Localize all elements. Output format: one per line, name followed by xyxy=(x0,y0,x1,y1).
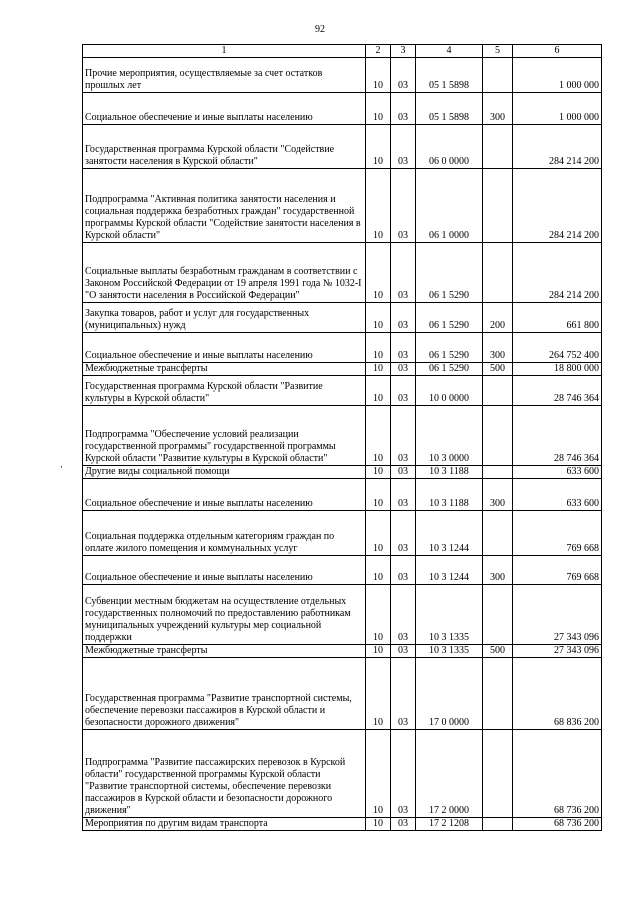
row-subsection: 03 xyxy=(391,556,416,585)
table-row xyxy=(83,58,602,93)
row-subsection: 03 xyxy=(391,333,416,363)
row-name: Субвенции местным бюджетам на осуществление отдельных государственных полномочий по предоставлению работникам муниципальных учреждений культуры мер социальной поддержки xyxy=(83,585,366,645)
row-name: Межбюджетные трансферты xyxy=(83,645,366,658)
row-amount: 27 343 096 xyxy=(513,645,602,658)
page-number: 92 xyxy=(315,24,325,35)
table-row xyxy=(83,376,602,406)
row-subsection: 03 xyxy=(391,658,416,730)
row-expense-type xyxy=(483,125,513,169)
row-subsection: 03 xyxy=(391,730,416,818)
row-target-code: 05 1 5898 xyxy=(416,93,483,125)
row-amount: 284 214 200 xyxy=(513,243,602,303)
row-section: 10 xyxy=(366,818,391,831)
table-row xyxy=(83,479,602,511)
row-amount: 661 800 xyxy=(513,303,602,333)
row-name: Социальные выплаты безработным гражданам в соответствии с Законом Российской Федерации от 19 апреля 1991 года № 1032-I "О занятости населения в Российской Федерации" xyxy=(83,243,366,303)
row-target-code: 06 0 0000 xyxy=(416,125,483,169)
row-section: 10 xyxy=(366,169,391,243)
row-name: Закупка товаров, работ и услуг для государственных (муниципальных) нужд xyxy=(83,303,366,333)
row-amount: 1 000 000 xyxy=(513,58,602,93)
row-amount: 1 000 000 xyxy=(513,93,602,125)
row-section: 10 xyxy=(366,479,391,511)
row-expense-type xyxy=(483,243,513,303)
row-target-code: 17 0 0000 xyxy=(416,658,483,730)
row-amount: 28 746 364 xyxy=(513,376,602,406)
row-name: Межбюджетные трансферты xyxy=(83,363,366,376)
row-name: Социальное обеспечение и иные выплаты населению xyxy=(83,93,366,125)
row-subsection: 03 xyxy=(391,479,416,511)
row-target-code: 06 1 5290 xyxy=(416,363,483,376)
row-target-code: 10 3 1244 xyxy=(416,556,483,585)
row-expense-type: 300 xyxy=(483,333,513,363)
row-target-code: 06 1 5290 xyxy=(416,303,483,333)
row-target-code: 10 3 1335 xyxy=(416,585,483,645)
row-subsection: 03 xyxy=(391,125,416,169)
row-subsection: 03 xyxy=(391,243,416,303)
table-row xyxy=(83,93,602,125)
row-target-code: 17 2 0000 xyxy=(416,730,483,818)
row-target-code: 10 3 0000 xyxy=(416,406,483,466)
row-name: Подпрограмма "Обеспечение условий реализации государственной программы" государственной программы Курской области "Развитие культуры в Курской области" xyxy=(83,406,366,466)
table-row xyxy=(83,556,602,585)
row-amount: 68 736 200 xyxy=(513,730,602,818)
table-row xyxy=(83,818,602,831)
row-target-code: 05 1 5898 xyxy=(416,58,483,93)
row-expense-type: 200 xyxy=(483,303,513,333)
row-amount: 28 746 364 xyxy=(513,406,602,466)
header-col-6: 6 xyxy=(513,45,602,58)
row-name: Подпрограмма "Развитие пассажирских перевозок в Курской области" государственной программы Курской области "Развитие транспортной системы, обеспечение перевозки пассажиров в Курской области и безопасности дорожного движения" xyxy=(83,730,366,818)
row-name: Государственная программа Курской области "Развитие культуры в Курской области" xyxy=(83,376,366,406)
row-expense-type xyxy=(483,658,513,730)
row-expense-type xyxy=(483,58,513,93)
row-name: Подпрограмма "Активная политика занятости населения и социальная поддержка безработных граждан" государственной программы Курской области "Содействие занятости населения в Курской области" xyxy=(83,169,366,243)
row-expense-type: 500 xyxy=(483,645,513,658)
row-name: Социальная поддержка отдельным категориям граждан по оплате жилого помещения и коммунальных услуг xyxy=(83,511,366,556)
row-section: 10 xyxy=(366,58,391,93)
row-section: 10 xyxy=(366,333,391,363)
row-amount: 769 668 xyxy=(513,511,602,556)
table-row xyxy=(83,363,602,376)
table-row xyxy=(83,730,602,818)
row-amount: 284 214 200 xyxy=(513,169,602,243)
header-col-4: 4 xyxy=(416,45,483,58)
row-name: Другие виды социальной помощи xyxy=(83,466,366,479)
row-amount: 633 600 xyxy=(513,479,602,511)
row-subsection: 03 xyxy=(391,376,416,406)
row-name: Социальное обеспечение и иные выплаты населению xyxy=(83,556,366,585)
row-target-code: 10 3 1188 xyxy=(416,466,483,479)
table-row xyxy=(83,406,602,466)
row-section: 10 xyxy=(366,303,391,333)
row-amount: 769 668 xyxy=(513,556,602,585)
row-subsection: 03 xyxy=(391,363,416,376)
row-subsection: 03 xyxy=(391,818,416,831)
row-amount: 18 800 000 xyxy=(513,363,602,376)
row-section: 10 xyxy=(366,363,391,376)
row-expense-type xyxy=(483,406,513,466)
row-name: Государственная программа "Развитие транспортной системы, обеспечение перевозки пассажиров в Курской области и безопасности дорожного движения" xyxy=(83,658,366,730)
row-expense-type xyxy=(483,730,513,818)
row-target-code: 10 3 1244 xyxy=(416,511,483,556)
row-subsection: 03 xyxy=(391,585,416,645)
row-name: Социальное обеспечение и иные выплаты населению xyxy=(83,333,366,363)
row-section: 10 xyxy=(366,730,391,818)
header-col-3: 3 xyxy=(391,45,416,58)
table-row xyxy=(83,333,602,363)
table-row xyxy=(83,243,602,303)
row-expense-type xyxy=(483,376,513,406)
table-row xyxy=(83,658,602,730)
table-row xyxy=(83,169,602,243)
row-subsection: 03 xyxy=(391,645,416,658)
row-section: 10 xyxy=(366,645,391,658)
row-expense-type: 300 xyxy=(483,93,513,125)
row-amount: 633 600 xyxy=(513,466,602,479)
row-amount: 27 343 096 xyxy=(513,585,602,645)
row-name: Социальное обеспечение и иные выплаты населению xyxy=(83,479,366,511)
row-target-code: 10 0 0000 xyxy=(416,376,483,406)
row-expense-type: 300 xyxy=(483,556,513,585)
row-target-code: 17 2 1208 xyxy=(416,818,483,831)
row-subsection: 03 xyxy=(391,406,416,466)
row-name: Прочие мероприятия, осуществляемые за счет остатков прошлых лет xyxy=(83,58,366,93)
row-target-code: 06 1 5290 xyxy=(416,243,483,303)
row-section: 10 xyxy=(366,556,391,585)
table-row xyxy=(83,645,602,658)
row-expense-type: 300 xyxy=(483,479,513,511)
row-expense-type: 500 xyxy=(483,363,513,376)
row-subsection: 03 xyxy=(391,93,416,125)
header-col-2: 2 xyxy=(366,45,391,58)
row-subsection: 03 xyxy=(391,58,416,93)
table-row xyxy=(83,125,602,169)
row-expense-type xyxy=(483,818,513,831)
row-amount: 284 214 200 xyxy=(513,125,602,169)
row-section: 10 xyxy=(366,466,391,479)
row-section: 10 xyxy=(366,93,391,125)
row-expense-type xyxy=(483,511,513,556)
table-row xyxy=(83,585,602,645)
row-section: 10 xyxy=(366,376,391,406)
table-row xyxy=(83,303,602,333)
row-section: 10 xyxy=(366,585,391,645)
row-expense-type xyxy=(483,585,513,645)
row-subsection: 03 xyxy=(391,511,416,556)
row-target-code: 10 3 1335 xyxy=(416,645,483,658)
row-target-code: 10 3 1188 xyxy=(416,479,483,511)
row-subsection: 03 xyxy=(391,169,416,243)
row-name: Мероприятия по другим видам транспорта xyxy=(83,818,366,831)
row-expense-type xyxy=(483,169,513,243)
row-amount: 264 752 400 xyxy=(513,333,602,363)
row-amount: 68 736 200 xyxy=(513,818,602,831)
header-col-1: 1 xyxy=(83,45,366,58)
row-section: 10 xyxy=(366,406,391,466)
scan-speck: ‚ xyxy=(60,460,63,469)
row-expense-type xyxy=(483,466,513,479)
row-amount: 68 836 200 xyxy=(513,658,602,730)
table-header-row xyxy=(83,45,602,58)
row-subsection: 03 xyxy=(391,303,416,333)
budget-table xyxy=(82,44,602,831)
row-target-code: 06 1 0000 xyxy=(416,169,483,243)
header-col-5: 5 xyxy=(483,45,513,58)
row-section: 10 xyxy=(366,658,391,730)
table-row xyxy=(83,511,602,556)
row-subsection: 03 xyxy=(391,466,416,479)
row-section: 10 xyxy=(366,243,391,303)
row-section: 10 xyxy=(366,125,391,169)
table-row xyxy=(83,466,602,479)
row-name: Государственная программа Курской области "Содействие занятости населения в Курской области" xyxy=(83,125,366,169)
row-target-code: 06 1 5290 xyxy=(416,333,483,363)
row-section: 10 xyxy=(366,511,391,556)
